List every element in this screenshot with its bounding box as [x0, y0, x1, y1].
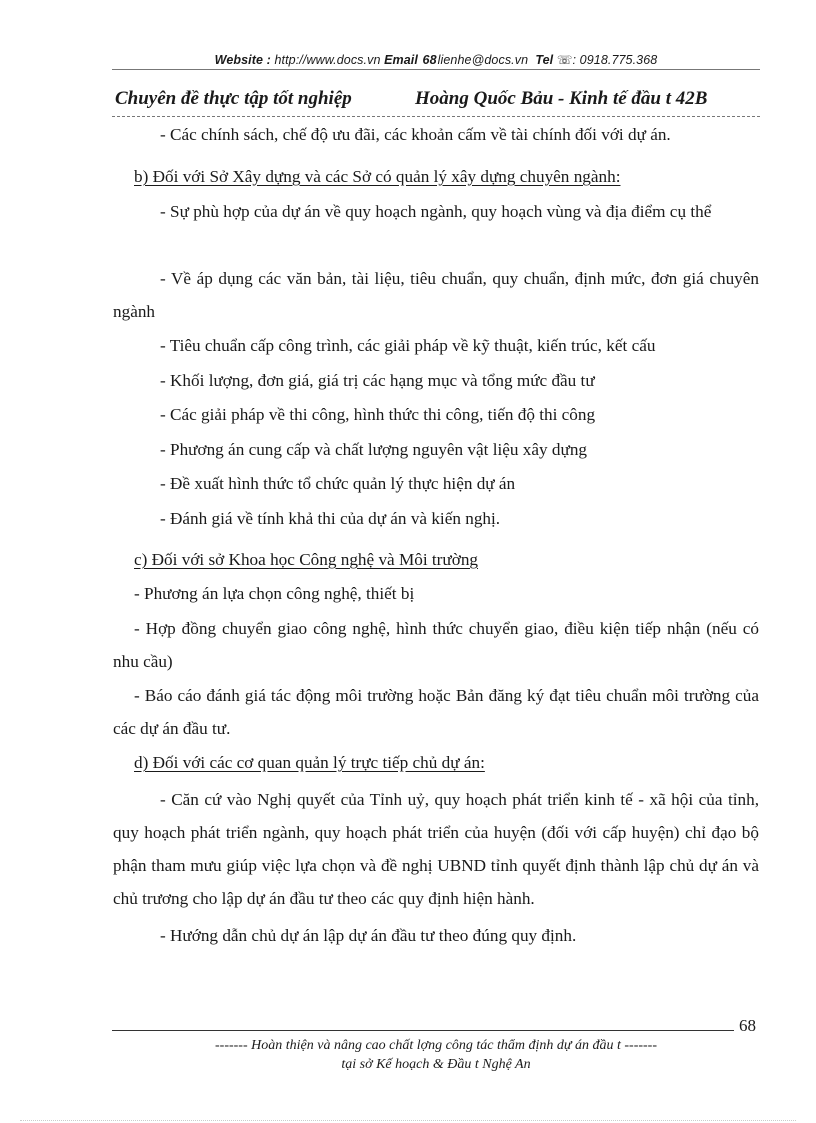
b-item-3: - Tiêu chuẩn cấp công trình, các giải pháp về kỹ thuật, kiến trúc, kết cấu [160, 336, 656, 355]
title-rule [112, 116, 760, 117]
section-b-heading: b) Đối với Sở Xây dựng và các Sở có quản lý xây dựng chuyên ngành: [134, 167, 621, 186]
website-url[interactable]: http://www.docs.vn [274, 53, 381, 67]
c-item-1: - Phương án lựa chọn công nghệ, thiết bị [134, 584, 415, 603]
d-item-1: - Căn cứ vào Nghị quyết của Tỉnh uỷ, quy hoạch phát triển kinh tế - xã hội của tỉnh, quy hoạch phát triển ngành, quy hoạch phát triển của huyện (đối với cấp huyện) chỉ đạo bộ phận tham mưu giúp việc lựa chọn và đề nghị UBND tỉnh quyết định thành lập chủ dự án và chủ trương cho lập dự án đầu tư theo các quy định hiện hành. [113, 790, 759, 908]
b-item-7: - Đề xuất hình thức tổ chức quản lý thực hiện dự án [160, 474, 516, 493]
b-item-6: - Phương án cung cấp và chất lượng nguyên vật liệu xây dựng [160, 440, 588, 459]
site-header-line [112, 52, 760, 67]
report-title: Chuyên đề thực tập tốt nghiệp [115, 88, 352, 109]
footer-title-line-2: tại sở Kế hoạch & Đầu t Nghệ An [341, 1057, 531, 1072]
c-item-2: - Hợp đồng chuyển giao công nghệ, hình thức chuyển giao, điều kiện tiếp nhận (nếu có nhu cầu) [113, 619, 759, 671]
footer-rule [112, 1030, 734, 1031]
d-item-2: - Hướng dẫn chủ dự án lập dự án đầu tư theo đúng quy định. [160, 926, 577, 945]
c-item-3: - Báo cáo đánh giá tác động môi trường hoặc Bản đăng ký đạt tiêu chuẩn môi trường của các dự án đầu tư. [113, 686, 759, 738]
section-c-heading: c) Đối với sở Khoa học Công nghệ và Môi trường [134, 550, 479, 569]
b-item-4: - Khối lượng, đơn giá, giá trị các hạng mục và tổng mức đầu tư [160, 371, 595, 390]
b-item-2: - Về áp dụng các văn bản, tài liệu, tiêu chuẩn, quy chuẩn, định mức, đơn giá chuyên ngành [113, 269, 759, 321]
b-item-8: - Đánh giá về tính khả thi của dự án và kiến nghị. [160, 509, 501, 528]
intro-paragraph: - Các chính sách, chế độ ưu đãi, các khoản cấm về tài chính đối với dự án. [160, 125, 671, 144]
page-bottom-divider [20, 1120, 796, 1121]
b-item-5: - Các giải pháp về thi công, hình thức thi công, tiến độ thi công [160, 405, 596, 424]
phone-icon: ☏ [556, 53, 573, 67]
email-page-overlay: 68 [422, 53, 437, 67]
tel-label: Tel [535, 53, 554, 67]
footer-title-line-1: ------- Hoàn thiện và nâng cao chất lợng công tác thẩm định dự án đầu t ------- [215, 1038, 657, 1053]
tel-value: : 0918.775.368 [572, 53, 658, 67]
website-label: Website : [214, 53, 271, 67]
page-number: 68 [739, 1016, 756, 1035]
email-value[interactable]: lienhe@docs.vn [437, 53, 529, 67]
document-title-line [115, 84, 755, 112]
section-d-heading: d) Đối với các cơ quan quản lý trực tiếp chủ dự án: [134, 753, 485, 772]
b-item-1: - Sự phù hợp của dự án về quy hoạch ngành, quy hoạch vùng và địa điểm cụ thể [160, 202, 712, 221]
email-label: Email [384, 53, 418, 67]
header-rule [112, 69, 760, 70]
author-line: Hoàng Quốc Bảu - Kinh tế đầu t 42B [415, 88, 708, 109]
